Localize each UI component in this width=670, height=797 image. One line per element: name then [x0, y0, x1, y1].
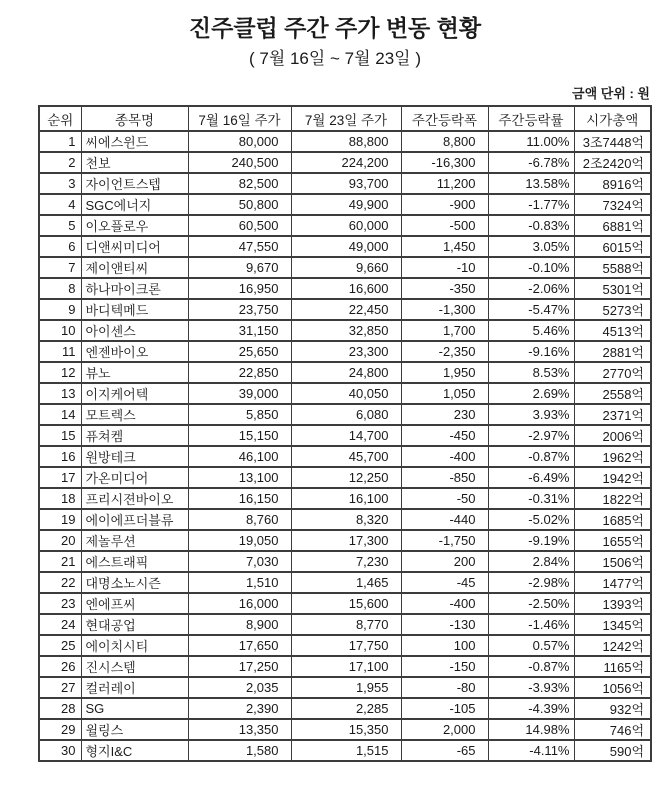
price-jul16-cell: 240,500 — [188, 152, 291, 173]
change-rate-cell: 11.00% — [488, 131, 574, 152]
market-cap-cell: 1477억 — [574, 572, 651, 593]
change-rate-cell: -5.02% — [488, 509, 574, 530]
change-rate-cell: 8.53% — [488, 362, 574, 383]
table-row — [39, 299, 651, 320]
market-cap-cell: 8916억 — [574, 173, 651, 194]
change-amount-cell: -65 — [401, 740, 488, 761]
market-cap-cell: 5588억 — [574, 257, 651, 278]
price-jul23-cell: 22,450 — [291, 299, 401, 320]
price-jul16-cell: 50,800 — [188, 194, 291, 215]
market-cap-cell: 1655억 — [574, 530, 651, 551]
market-cap-cell: 1393억 — [574, 593, 651, 614]
market-cap-cell: 1506억 — [574, 551, 651, 572]
price-jul23-cell: 15,350 — [291, 719, 401, 740]
price-jul23-cell: 60,000 — [291, 215, 401, 236]
change-amount-cell: -150 — [401, 656, 488, 677]
table-row — [39, 425, 651, 446]
page-subtitle: ( 7월 16일 ~ 7월 23일 ) — [248, 49, 421, 68]
price-jul16-cell: 25,650 — [188, 341, 291, 362]
change-rate-cell: -0.87% — [488, 656, 574, 677]
market-cap-cell: 6015억 — [574, 236, 651, 257]
rank-cell: 13 — [39, 383, 81, 404]
rank-cell: 5 — [39, 215, 81, 236]
change-amount-cell: -500 — [401, 215, 488, 236]
stock-name-cell: 천보 — [81, 152, 188, 173]
rank-cell: 1 — [39, 131, 81, 152]
rank-cell: 26 — [39, 656, 81, 677]
change-amount-cell: 200 — [401, 551, 488, 572]
table-row — [39, 173, 651, 194]
price-jul16-cell: 60,500 — [188, 215, 291, 236]
table-row — [39, 614, 651, 635]
change-rate-cell: -0.87% — [488, 446, 574, 467]
header-change-rate: 주간등락률 — [488, 106, 574, 131]
price-jul16-cell: 5,850 — [188, 404, 291, 425]
table-row — [39, 320, 651, 341]
stock-name-cell: 하나마이크론 — [81, 278, 188, 299]
price-jul16-cell: 16,950 — [188, 278, 291, 299]
market-cap-cell: 1345억 — [574, 614, 651, 635]
table-row — [39, 341, 651, 362]
price-jul23-cell: 17,300 — [291, 530, 401, 551]
rank-cell: 18 — [39, 488, 81, 509]
header-stock-name: 종목명 — [81, 106, 188, 131]
change-amount-cell: -440 — [401, 509, 488, 530]
rank-cell: 28 — [39, 698, 81, 719]
table-row — [39, 740, 651, 761]
price-jul16-cell: 16,000 — [188, 593, 291, 614]
rank-cell: 17 — [39, 467, 81, 488]
stock-name-cell: 디앤씨미디어 — [81, 236, 188, 257]
rank-cell: 21 — [39, 551, 81, 572]
price-jul16-cell: 2,390 — [188, 698, 291, 719]
change-rate-cell: -2.98% — [488, 572, 574, 593]
table-row — [39, 467, 651, 488]
change-rate-cell: -0.31% — [488, 488, 574, 509]
stock-name-cell: 이오플로우 — [81, 215, 188, 236]
market-cap-cell: 4513억 — [574, 320, 651, 341]
page-title: 진주클럽 주간 주가 변동 현황 — [188, 15, 482, 41]
price-jul23-cell: 45,700 — [291, 446, 401, 467]
change-amount-cell: -900 — [401, 194, 488, 215]
change-rate-cell: -1.77% — [488, 194, 574, 215]
table-row — [39, 656, 651, 677]
table-row — [39, 635, 651, 656]
change-amount-cell: -850 — [401, 467, 488, 488]
rank-cell: 29 — [39, 719, 81, 740]
price-jul16-cell: 80,000 — [188, 131, 291, 152]
market-cap-cell: 1962억 — [574, 446, 651, 467]
rank-cell: 22 — [39, 572, 81, 593]
change-rate-cell: -0.10% — [488, 257, 574, 278]
price-jul23-cell: 224,200 — [291, 152, 401, 173]
header-price-jul16: 7월 16일 주가 — [188, 106, 291, 131]
price-jul23-cell: 49,900 — [291, 194, 401, 215]
table-row — [39, 194, 651, 215]
rank-cell: 23 — [39, 593, 81, 614]
stock-name-cell: 바디텍메드 — [81, 299, 188, 320]
rank-cell: 7 — [39, 257, 81, 278]
price-jul16-cell: 82,500 — [188, 173, 291, 194]
table-row — [39, 488, 651, 509]
change-amount-cell: 1,700 — [401, 320, 488, 341]
change-amount-cell: -45 — [401, 572, 488, 593]
price-jul16-cell: 46,100 — [188, 446, 291, 467]
stock-name-cell: 컬러레이 — [81, 677, 188, 698]
price-jul23-cell: 93,700 — [291, 173, 401, 194]
table-row — [39, 551, 651, 572]
price-jul16-cell: 19,050 — [188, 530, 291, 551]
table-row — [39, 215, 651, 236]
stock-name-cell: 제놀루션 — [81, 530, 188, 551]
change-amount-cell: -130 — [401, 614, 488, 635]
market-cap-cell: 590억 — [574, 740, 651, 761]
price-jul23-cell: 1,515 — [291, 740, 401, 761]
change-amount-cell: -1,750 — [401, 530, 488, 551]
market-cap-cell: 2881억 — [574, 341, 651, 362]
market-cap-cell: 5273억 — [574, 299, 651, 320]
price-jul23-cell: 14,700 — [291, 425, 401, 446]
stock-name-cell: 모트렉스 — [81, 404, 188, 425]
price-jul23-cell: 6,080 — [291, 404, 401, 425]
market-cap-cell: 1056억 — [574, 677, 651, 698]
table-row — [39, 278, 651, 299]
change-amount-cell: -10 — [401, 257, 488, 278]
market-cap-cell: 1242억 — [574, 635, 651, 656]
table-row — [39, 131, 651, 152]
change-rate-cell: -2.97% — [488, 425, 574, 446]
market-cap-cell: 3조7448억 — [574, 131, 651, 152]
stock-price-table — [38, 105, 652, 762]
price-jul23-cell: 1,465 — [291, 572, 401, 593]
rank-cell: 6 — [39, 236, 81, 257]
price-jul16-cell: 1,580 — [188, 740, 291, 761]
change-amount-cell: 2,000 — [401, 719, 488, 740]
change-rate-cell: -2.50% — [488, 593, 574, 614]
change-rate-cell: 14.98% — [488, 719, 574, 740]
change-rate-cell: 2.84% — [488, 551, 574, 572]
rank-cell: 30 — [39, 740, 81, 761]
table-row — [39, 677, 651, 698]
price-jul16-cell: 16,150 — [188, 488, 291, 509]
price-jul16-cell: 22,850 — [188, 362, 291, 383]
amount-unit-note: 금액 단위 : 원 — [572, 86, 650, 101]
price-jul23-cell: 8,320 — [291, 509, 401, 530]
rank-cell: 2 — [39, 152, 81, 173]
stock-name-cell: 형지I&C — [81, 740, 188, 761]
rank-cell: 14 — [39, 404, 81, 425]
price-jul16-cell: 2,035 — [188, 677, 291, 698]
stock-name-cell: 이지케어텍 — [81, 383, 188, 404]
change-rate-cell: 13.58% — [488, 173, 574, 194]
change-amount-cell: 11,200 — [401, 173, 488, 194]
rank-cell: 4 — [39, 194, 81, 215]
stock-name-cell: 에스트래픽 — [81, 551, 188, 572]
table-header-row — [39, 106, 651, 131]
stock-name-cell: 대명소노시즌 — [81, 572, 188, 593]
table-row — [39, 509, 651, 530]
header-rank: 순위 — [39, 106, 81, 131]
rank-cell: 12 — [39, 362, 81, 383]
price-jul16-cell: 15,150 — [188, 425, 291, 446]
stock-name-cell: 프리시젼바이오 — [81, 488, 188, 509]
change-rate-cell: -4.11% — [488, 740, 574, 761]
change-rate-cell: -3.93% — [488, 677, 574, 698]
header-change-amount: 주간등락폭 — [401, 106, 488, 131]
price-jul16-cell: 8,760 — [188, 509, 291, 530]
market-cap-cell: 5301억 — [574, 278, 651, 299]
price-jul23-cell: 2,285 — [291, 698, 401, 719]
price-jul23-cell: 23,300 — [291, 341, 401, 362]
stock-name-cell: 엔젠바이오 — [81, 341, 188, 362]
rank-cell: 24 — [39, 614, 81, 635]
table-row — [39, 593, 651, 614]
price-jul16-cell: 13,350 — [188, 719, 291, 740]
rank-cell: 11 — [39, 341, 81, 362]
change-rate-cell: -4.39% — [488, 698, 574, 719]
stock-name-cell: 엔에프씨 — [81, 593, 188, 614]
price-jul16-cell: 23,750 — [188, 299, 291, 320]
table-row — [39, 719, 651, 740]
market-cap-cell: 1165억 — [574, 656, 651, 677]
stock-name-cell: 가온미디어 — [81, 467, 188, 488]
stock-name-cell: 원방테크 — [81, 446, 188, 467]
change-amount-cell: -350 — [401, 278, 488, 299]
table-row — [39, 572, 651, 593]
rank-cell: 25 — [39, 635, 81, 656]
table-row — [39, 362, 651, 383]
price-jul23-cell: 40,050 — [291, 383, 401, 404]
stock-name-cell: 뷰노 — [81, 362, 188, 383]
table-row — [39, 383, 651, 404]
table-row — [39, 152, 651, 173]
stock-name-cell: SG — [81, 698, 188, 719]
change-rate-cell: -6.49% — [488, 467, 574, 488]
change-amount-cell: -2,350 — [401, 341, 488, 362]
change-amount-cell: 8,800 — [401, 131, 488, 152]
price-jul23-cell: 12,250 — [291, 467, 401, 488]
price-jul16-cell: 17,250 — [188, 656, 291, 677]
table-row — [39, 446, 651, 467]
rank-cell: 20 — [39, 530, 81, 551]
stock-name-cell: 제이앤티씨 — [81, 257, 188, 278]
table-row — [39, 530, 651, 551]
stock-name-cell: 퓨쳐켐 — [81, 425, 188, 446]
change-amount-cell: -50 — [401, 488, 488, 509]
stock-name-cell: 윌링스 — [81, 719, 188, 740]
header-price-jul23: 7월 23일 주가 — [291, 106, 401, 131]
header-market-cap: 시가총액 — [574, 106, 651, 131]
table-row — [39, 404, 651, 425]
stock-name-cell: 현대공업 — [81, 614, 188, 635]
stock-name-cell: 에이에프더블류 — [81, 509, 188, 530]
rank-cell: 27 — [39, 677, 81, 698]
market-cap-cell: 7324억 — [574, 194, 651, 215]
price-jul23-cell: 17,100 — [291, 656, 401, 677]
price-jul23-cell: 1,955 — [291, 677, 401, 698]
price-jul23-cell: 16,100 — [291, 488, 401, 509]
price-jul23-cell: 8,770 — [291, 614, 401, 635]
change-rate-cell: -0.83% — [488, 215, 574, 236]
change-rate-cell: 2.69% — [488, 383, 574, 404]
market-cap-cell: 2558억 — [574, 383, 651, 404]
rank-cell: 8 — [39, 278, 81, 299]
change-rate-cell: 3.93% — [488, 404, 574, 425]
price-jul23-cell: 88,800 — [291, 131, 401, 152]
market-cap-cell: 2371억 — [574, 404, 651, 425]
market-cap-cell: 6881억 — [574, 215, 651, 236]
market-cap-cell: 2770억 — [574, 362, 651, 383]
rank-cell: 15 — [39, 425, 81, 446]
price-jul23-cell: 15,600 — [291, 593, 401, 614]
price-jul23-cell: 49,000 — [291, 236, 401, 257]
market-cap-cell: 1942억 — [574, 467, 651, 488]
change-amount-cell: -105 — [401, 698, 488, 719]
change-amount-cell: -450 — [401, 425, 488, 446]
market-cap-cell: 2006억 — [574, 425, 651, 446]
table-row — [39, 236, 651, 257]
change-amount-cell: -1,300 — [401, 299, 488, 320]
change-amount-cell: -400 — [401, 593, 488, 614]
price-jul16-cell: 1,510 — [188, 572, 291, 593]
change-amount-cell: -16,300 — [401, 152, 488, 173]
price-jul16-cell: 7,030 — [188, 551, 291, 572]
change-rate-cell: -6.78% — [488, 152, 574, 173]
rank-cell: 19 — [39, 509, 81, 530]
price-jul16-cell: 39,000 — [188, 383, 291, 404]
price-jul23-cell: 32,850 — [291, 320, 401, 341]
price-jul23-cell: 16,600 — [291, 278, 401, 299]
change-amount-cell: 1,050 — [401, 383, 488, 404]
table-body — [39, 131, 651, 761]
price-jul16-cell: 31,150 — [188, 320, 291, 341]
change-rate-cell: -5.47% — [488, 299, 574, 320]
price-jul23-cell: 9,660 — [291, 257, 401, 278]
stock-name-cell: 자이언트스텝 — [81, 173, 188, 194]
rank-cell: 10 — [39, 320, 81, 341]
change-amount-cell: 1,950 — [401, 362, 488, 383]
price-jul16-cell: 47,550 — [188, 236, 291, 257]
rank-cell: 16 — [39, 446, 81, 467]
stock-name-cell: 씨에스윈드 — [81, 131, 188, 152]
change-amount-cell: -400 — [401, 446, 488, 467]
change-amount-cell: 1,450 — [401, 236, 488, 257]
change-amount-cell: -80 — [401, 677, 488, 698]
rank-cell: 9 — [39, 299, 81, 320]
change-rate-cell: -9.16% — [488, 341, 574, 362]
rank-cell: 3 — [39, 173, 81, 194]
stock-name-cell: 에이치시티 — [81, 635, 188, 656]
market-cap-cell: 1822억 — [574, 488, 651, 509]
price-jul16-cell: 8,900 — [188, 614, 291, 635]
stock-name-cell: SGC에너지 — [81, 194, 188, 215]
change-rate-cell: 3.05% — [488, 236, 574, 257]
market-cap-cell: 746억 — [574, 719, 651, 740]
change-rate-cell: -1.46% — [488, 614, 574, 635]
change-rate-cell: 5.46% — [488, 320, 574, 341]
table-row — [39, 257, 651, 278]
table-header — [39, 106, 651, 131]
price-jul16-cell: 17,650 — [188, 635, 291, 656]
change-amount-cell: 100 — [401, 635, 488, 656]
price-jul16-cell: 13,100 — [188, 467, 291, 488]
market-cap-cell: 1685억 — [574, 509, 651, 530]
price-jul23-cell: 24,800 — [291, 362, 401, 383]
change-rate-cell: 0.57% — [488, 635, 574, 656]
change-amount-cell: 230 — [401, 404, 488, 425]
change-rate-cell: -2.06% — [488, 278, 574, 299]
price-jul16-cell: 9,670 — [188, 257, 291, 278]
change-rate-cell: -9.19% — [488, 530, 574, 551]
stock-name-cell: 진시스템 — [81, 656, 188, 677]
market-cap-cell: 2조2420억 — [574, 152, 651, 173]
stock-name-cell: 아이센스 — [81, 320, 188, 341]
price-jul23-cell: 17,750 — [291, 635, 401, 656]
market-cap-cell: 932억 — [574, 698, 651, 719]
price-jul23-cell: 7,230 — [291, 551, 401, 572]
table-row — [39, 698, 651, 719]
